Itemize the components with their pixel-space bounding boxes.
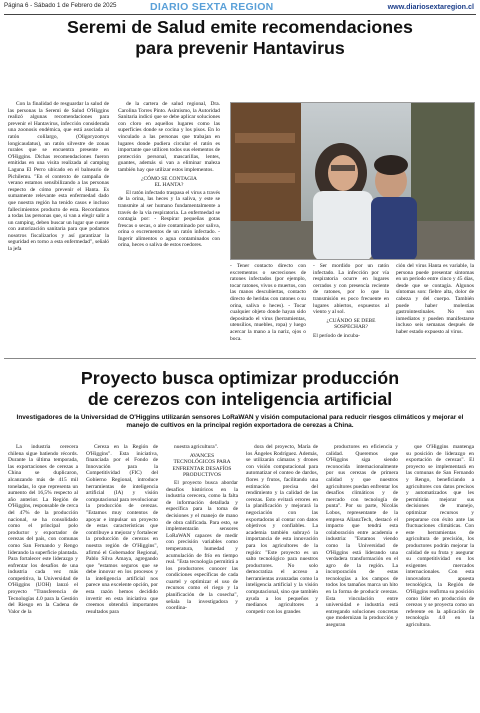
article2-column-6 (406, 444, 474, 709)
article1-col3-text: - Tener contacto directo con excrementos o secreciones de ratones infectados (por ejemplo, tocar ratones, vivos o muertos, con las manos descubiertas, contacto directo de heridas con ratones o su orina, saliva o heces). - Tocar cualquier objeto donde hayan sido depositado el virus (herramientas, utensilios, muebles, ropa) y luego acercar la mano a la nariz, ojos o boca. (230, 263, 306, 342)
article2-column-2 (86, 444, 158, 709)
article1-subheading-2-line1: ¿CUÁNDO SE DEBE (326, 317, 376, 324)
article2-col1-text: La industria cerecera chilena sigue batiendo récords. Durante la última temporada, las exportaciones de cerezas a China se duplicaron, alcanzando más de 415 mil toneladas, lo que representa un aumento del 16,5% respecto al año anterior. La Región de O'Higgins, responsable de cerca del 47% de la producción nacional, se ha consolidado como el principal polo productor y exportador de cerezas del país, con comunas como San Fernando y Rengo liderando la superficie plantada. Para fortalecer este liderazgo y enfrentar los desafíos de una industria cada vez más competitiva, la Universidad de O'Higgins (UOH) lanzó el proyecto "Transferencia de Tecnologías 4.0 para la Gestión del Riesgo en la Cadena de Valor de la (8, 444, 78, 615)
article2-col6-text: que O'Higgins mantenga su posición de liderazgo en exportación de cerezas". El proyecto se implementará en las comunas de San Fernando y Rengo, beneficiando a agricultores con datos precisos y automatizados que les permitirán mejorar sus decisiones de manejo, optimizar recursos y prepararse con éxito ante las fluctuaciones climáticas. Con este herramientas de agricultura de precisión, los productores podrán mejorar la calidad de su fruta y asegurar su competitividad en los exigentes mercados internacionales. Con esta innovadora apuesta tecnológica, la Región de O'Higgins reafirma su posición como líder en producción de cerezos y se proyecta como un referente en la aplicación de tecnología 4.0 en la agricultura. (406, 444, 474, 629)
article2-col4-text: dora del proyecto, María de los Ángeles Rodríguez. Además, se utilizarán cámaras y drones con visión computacional para automatizar el conteo de dardos, flores y frutos, facilitando una estimación precisa del rendimiento y la calidad de las cerezas. Esto evitará errores en la planificación y mejorará la negociación con las exportadoras al contar con datos objetivos y confiables. La academia también subrayó la importancia de esta innovación para los agricultores de la región: "Este proyecto es un salto tecnológico para nuestros productores. No solo democratiza el acceso a herramientas avanzadas como la inteligencia artificial y la visión computacional, sino que también ayuda a los pequeños y medianos agricultores a competir con los grandes (246, 444, 318, 615)
article2-subheading-line1: AVANCES (189, 452, 215, 459)
article1-column-5 (396, 263, 474, 336)
article2-subheading (166, 453, 238, 479)
article2-col2-text: Cereza en la Región de O'Higgins". Esta iniciativa, financiada por el Fondo de Innovación para la Competitividad (FIC) del Gobierno Regional, introduce herramientas de inteligencia artificial (IA) y visión computacional para revolucionar la producción de cerezas. "Estamos muy contentos de apoyar e impulsar un proyecto de estas características que contribuye a mejorar y fortalecer la producción de cerezos en nuestra región de O'Higgins", afirmó el Gobernador Regional, Pablo Silva Amaya, agregando que "estamos seguros que se debe innovar en los procesos y la inteligencia artificial nos parece una excelente opción, por esta razón hemos decidido invertir en esta iniciativa que creemos obtendrá importantes resultados para (86, 444, 158, 615)
article1-photo (230, 102, 475, 260)
article2-subheading-line3: ENFRENTAR DESAFÍOS (172, 465, 232, 472)
header-rule (4, 14, 476, 15)
article2-column-5 (326, 444, 398, 709)
article2-subheading-line4: PRODUCTIVOS (182, 472, 222, 479)
article2-col3-text-top: nuestra agricultura". (174, 444, 219, 450)
article-divider (4, 358, 476, 359)
brand-name: DIARIO SEXTA REGION (150, 1, 274, 13)
article1-subheading-2 (313, 318, 389, 331)
article1-subheading-line2: EL HANTA? (154, 182, 184, 189)
article2-column-1 (8, 444, 78, 709)
article2-col3-text-bottom: El proyecto busca abordar desafíos históricos en la industria cerecera, como la falta de información detallada y específica para la toma de decisiones y el manejo de mano de obra calificada. Para esto, se implementarán sensores LoRaWAN capaces de medir con precisión variables como temperatura, humedad y acumulación de frío en tiempo real. "Esta tecnología permitirá a los productores conocer las condiciones específicas de cada cuartel y optimizar el uso de recursos como el riego y la planificación de la cosecha", señala la investigadora y coordina- (166, 479, 238, 612)
article1-subheading-2-line2: SOSPECHAR? (334, 324, 368, 331)
article1-col5-text: ción del virus Hanta es variable, la persona puede presentar síntomas en un período entre cinco y 45 días, desde que se contagia. Algunos síntomas son: fiebre alta, dolor de cabeza y del cuerpo. También puede haber molestias gastrointestinales. No son inmediatos y pueden manifestarse incluso seis semanas después de haber estado expuesto al virus. (396, 263, 474, 335)
article2-column-3 (166, 444, 238, 709)
page-label: Página 6 - Sábado 1 de Febrero de 2025 (4, 2, 117, 9)
article2-headline-line1: Proyecto busca optimizar producción (80, 368, 400, 388)
article1-column-3 (230, 263, 306, 342)
article1-headline-line2: para prevenir Hantavirus (135, 38, 345, 58)
article1-col4-text-bottom: El período de incuba- (313, 332, 360, 339)
site-url: www.diariosextaregion.cl (387, 2, 474, 11)
article1-headline-line1: Seremi de Salud emite recomendaciones (67, 17, 413, 37)
article1-col1-text: Con la finalidad de resguardar la salud de las personas la Seremi de Salud O'Higgins realizó algunas recomendaciones para prevenir el Hantavirus, infección considerada una zoonosis endémica, que está asociada al ratón colilargo, (Oligoryzomys longicaudatus), un ratón silvestre de zonas rurales que se encuentra presente en O'Higgins. Dichas recomendaciones fueron emitidas en una visita realizada al camping Laguna El Perro ubicado en el balneario de Pichilemu. "En el contexto de campaña de verano estamos sensibilizando a las personas respecto de cómo prevenir el Hanta. Es sumamente relevante esta enfermedad dado que nuestra región ha tenido casos e incluso fallecimientos producto de esta. Recordamos a todas las personas que, si van a elegir salir a un camping, deben buscar un lugar que cuente con autorización sanitaria para que podamos nosotros fiscalizarlos y así garantizar la seguridad en torno a esta enfermedad", señaló la jefa (8, 101, 109, 253)
article2-col5-text: productores en eficiencia y calidad. Queremos que O'Higgins siga siendo reconocida internacionalmente por sus cerezas de primera calidad y que nuestros agricultores puedan enfrentar los desafíos climáticos y de mercado con tecnología de punta". Por su parte, Nicolás Lobos, representante de la empresa AlianzTech, destacó el impacto que tendrá esta colaboración entre academia e industria: "Estamos viendo como la Universidad de O'Higgins está liderando una verdadera transformación en el agro de la región. La incorporación de estas tecnologías a los campos de todos los tamaños marca un hito en la forma de producir cerezas. Esta vinculación entre universidad e industria está entregando soluciones concretas que modernizan la producción y aseguran (326, 444, 398, 629)
article1-col4-text-top: - Ser mordido por un ratón infectado. La infección por vía respiratoria ocurre en lugares cerrados y con presencia reciente de ratones, por lo que la transmisión es poco frecuente en lugares abiertos, expuestos al viento y al sol. (313, 263, 389, 316)
article1-column-1 (8, 101, 109, 359)
article2-subheading-line2: TECNOLÓGICOS PARA (173, 459, 231, 466)
article2-column-4 (246, 444, 318, 709)
article2-subheadline: Investigadores de la Universidad de O'Higgins utilizarán sensores LoRaWAN y visión computacional para reducir riesgos climáticos y mejorar el manejo de cultivos en la principal región exportadora de cerezas a China. (16, 414, 464, 429)
article1-subheading-line1: ¿CÓMO SE CONTAGIA (141, 175, 197, 182)
photo-image (231, 103, 475, 260)
masthead (0, 0, 480, 14)
article1-col2-text-top: de la cartera de salud regional, Dra. Carolina Torres Pinto. Asimismo, la Autoridad Sanitaria indicó que se debe aplicar soluciones con cloro en aquellos lugares como las superficies donde se cocina y los pisos. En lo vinculado a las personas que trabajan en lugares donde pudiera circular el ratón es importante que utilicen todos sus elementos de protección personal, mascarillas, lentes, guantes, además si van a eliminar maleza también hay que utilizar estos implementos. (118, 101, 220, 173)
article1-column-2 (118, 101, 220, 359)
article2-headline-line2: de cerezos con inteligencia artificial (87, 389, 393, 409)
article1-subheading (118, 176, 220, 189)
article1-column-4 (313, 263, 389, 340)
article1-col2-text-bottom: El ratón infectado traspasa el virus a través de la orina, las heces y la saliva, y este se transmite al ser humano fundamentalmente a través de la vía respiratoria. La enfermedad se contagia por: - Respirar pequeñas gotas frescas o secas, o aire contaminado por saliva, orina o excrementos de un ratón infectado. - Ingerir alimentos o agua contaminados con orina, heces o saliva de estos roedores. (118, 189, 220, 249)
